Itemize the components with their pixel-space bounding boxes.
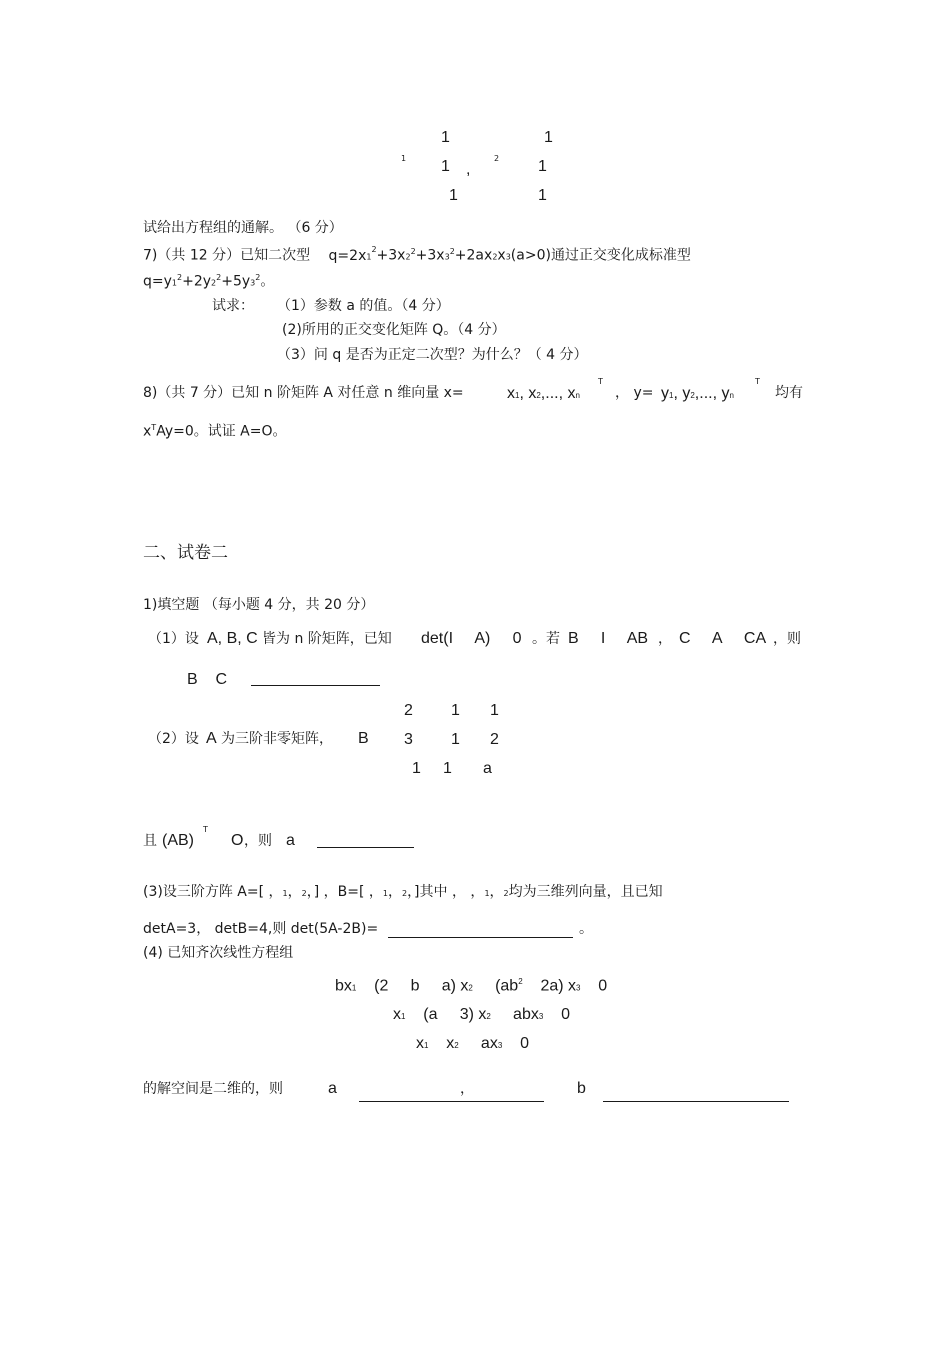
- item-2-math: (AB): [162, 832, 194, 849]
- item-2-math: A: [206, 730, 217, 747]
- matrix-entry: 2: [404, 702, 413, 719]
- vector-entry: 1: [538, 158, 547, 175]
- vector-entry: 1: [441, 129, 450, 146]
- q7-formula: +2ax: [454, 247, 493, 264]
- subscript: 2: [536, 391, 541, 400]
- transpose-mark: T: [755, 377, 760, 386]
- vector-entry: 1: [449, 187, 458, 204]
- q8-formula: ,..., y: [694, 385, 730, 402]
- eq-term: bx: [335, 977, 352, 995]
- q7-formula: +3x: [376, 247, 406, 264]
- answer-blank-b[interactable]: [603, 1101, 789, 1102]
- eq-term: 0: [598, 977, 608, 995]
- item-1-text: ，则: [773, 631, 801, 647]
- question-8-line-2: [143, 424, 287, 439]
- subscript: 3: [444, 252, 450, 262]
- q7-formula: +5y: [221, 273, 251, 290]
- equation-2: [393, 1007, 570, 1023]
- q7-subquestion-3: （3）问 q 是否为正定二次型？为什么？（ 4 分）: [277, 347, 588, 363]
- fill-in-heading: 1)填空题 （每小题 4 分，共 20 分）: [143, 597, 375, 613]
- item-3-text: (3)设三阶方阵 A=[ ，: [143, 884, 283, 900]
- answer-blank-3[interactable]: [388, 937, 573, 938]
- q7-formula: x: [497, 247, 506, 264]
- item-4-intro: (4) 已知齐次线性方程组: [143, 945, 294, 961]
- subscript: 2: [401, 889, 408, 898]
- superscript: 2: [216, 273, 222, 282]
- transpose-mark: T: [203, 825, 208, 834]
- subscript: 3: [497, 1041, 503, 1050]
- vector-subscript: 1: [401, 154, 407, 163]
- q8-vector-y: [661, 386, 734, 402]
- item-1-text: 皆为 n 阶矩阵，已知: [262, 631, 392, 647]
- subscript: 2: [454, 1041, 459, 1050]
- q8-formula: ,..., x: [540, 385, 576, 402]
- item-2-text: ，则: [244, 833, 272, 849]
- superscript: 2: [410, 247, 416, 256]
- matrix-entry: 1: [443, 760, 452, 777]
- eq-term: (ab: [495, 977, 519, 995]
- item-3-text: ，: [287, 884, 302, 900]
- q8-formula: , x: [519, 385, 537, 402]
- q8-formula: y: [661, 385, 669, 402]
- matrix-entry: 1: [451, 731, 460, 748]
- subscript: 1: [401, 1012, 406, 1021]
- item-3-text: ，] ，B=[ ，: [306, 884, 383, 900]
- item-4-var-a: a: [328, 1080, 337, 1097]
- matrix-entry: 1: [412, 760, 421, 777]
- section-2-title: 二、试卷二: [143, 543, 228, 563]
- q7-ask-label: 试求：: [212, 298, 254, 314]
- item-1-math: B I AB: [568, 630, 649, 647]
- q8-formula: , y: [673, 385, 691, 402]
- subscript: 1: [366, 252, 372, 262]
- item-3-line-1: [143, 885, 663, 899]
- item-1-math: det(I A) 0: [421, 630, 522, 647]
- q7-formula: 。: [260, 273, 275, 290]
- item-3-line-2: detA=3， detB=4,则 det(5A-2B)=: [143, 921, 379, 937]
- q7-formula: +2y: [182, 273, 212, 290]
- item-2-math: a: [286, 832, 295, 849]
- subscript: 1: [282, 889, 288, 898]
- eq-term: 2a) x: [540, 977, 577, 995]
- subscript: 3: [250, 278, 256, 288]
- question-8-intro: 8)（共 7 分）已知 n 阶矩阵 A 对任意 n 维向量 x=: [143, 385, 464, 401]
- matrix-entry: 1: [451, 702, 460, 719]
- answer-blank-2[interactable]: [317, 847, 414, 848]
- q8-y-label: ， y=: [615, 385, 654, 401]
- eq-term: 0: [520, 1035, 529, 1052]
- vector-subscript: 2: [494, 154, 500, 163]
- item-3-text: ，: [387, 884, 402, 900]
- matrix-entry: 1: [490, 702, 499, 719]
- item-1-text: 。若: [532, 631, 560, 647]
- equation-1: [335, 978, 607, 994]
- item-1-label: （1）设: [148, 631, 199, 647]
- q7-formula: +3x: [415, 247, 445, 264]
- superscript: 2: [371, 245, 377, 254]
- subscript: 1: [515, 391, 520, 400]
- superscript: T: [151, 423, 157, 432]
- item-3-text: ，]其中 ， ，: [407, 884, 485, 900]
- item-1-math: C A CA: [679, 630, 767, 647]
- subscript: 2: [301, 889, 307, 898]
- transpose-mark: T: [598, 377, 603, 386]
- item-3-text: 均为三维列向量，且已知: [508, 884, 663, 900]
- superscript: 2: [518, 977, 523, 986]
- question-6-text: 试给出方程组的通解。 （6 分）: [143, 220, 343, 236]
- eq-term: (a 3) x: [423, 1006, 487, 1023]
- matrix-entry: 2: [490, 731, 499, 748]
- item-2-math: O: [231, 832, 244, 849]
- q7-formula: (a>0)通过正交变化成标准型: [510, 247, 691, 264]
- item-2-math: B: [358, 730, 369, 747]
- vector-entry: 1: [538, 187, 547, 204]
- subscript: 1: [484, 889, 490, 898]
- superscript: 2: [177, 273, 183, 282]
- q7-subquestion-2: (2)所用的正交变化矩阵 Q。（4 分）: [282, 322, 506, 338]
- subscript: 1: [424, 1041, 429, 1050]
- eq-term: abx: [513, 1006, 539, 1023]
- subscript: 2: [690, 391, 695, 400]
- eq-term: x: [393, 1006, 401, 1023]
- item-4-text: 的解空间是二维的，则: [143, 1081, 283, 1097]
- eq-term: ax: [480, 1035, 498, 1052]
- item-1-text: ，: [658, 631, 672, 647]
- item-4-comma: ，: [460, 1081, 474, 1097]
- q8-tail: 均有: [775, 385, 803, 401]
- item-3-end: 。: [579, 921, 593, 937]
- q7-formula: q=y: [143, 273, 172, 290]
- eq-term: x: [446, 1035, 455, 1052]
- subscript: 3: [538, 1012, 544, 1021]
- q8-formula: x: [507, 385, 515, 402]
- eq-term: (2 b a) x: [374, 977, 469, 995]
- subscript: n: [575, 391, 580, 400]
- subscript: 3: [576, 983, 581, 993]
- vector-entry: 1: [544, 129, 553, 146]
- q8-formula: x: [143, 423, 152, 440]
- subscript: 3: [505, 252, 511, 262]
- matrix-entry: 3: [404, 731, 413, 748]
- subscript: 2: [405, 252, 411, 262]
- q7-subquestion-1: （1）参数 a 的值。（4 分）: [277, 298, 450, 314]
- question-7-line-1: [143, 245, 691, 264]
- answer-blank-a[interactable]: [359, 1101, 544, 1102]
- eq-term: 0: [561, 1006, 570, 1023]
- subscript: 2: [211, 278, 217, 288]
- item-3-text: ，: [489, 884, 504, 900]
- q8-vector-x: [507, 386, 580, 402]
- superscript: 2: [449, 247, 455, 256]
- subscript: 2: [503, 889, 509, 898]
- q8-formula: Ay=0。试证 A=O。: [156, 423, 287, 440]
- item-2-text: 为三阶非零矩阵，: [221, 731, 333, 747]
- item-2-label: （2）设: [148, 731, 199, 747]
- equation-3: [416, 1036, 529, 1052]
- matrix-entry: a: [483, 760, 492, 777]
- question-7-line-2: [143, 274, 274, 289]
- subscript: 2: [492, 252, 498, 262]
- subscript: 1: [382, 889, 388, 898]
- subscript: 1: [351, 983, 357, 993]
- item-2-text: 且: [143, 833, 157, 849]
- vector-entry: 1: [441, 158, 450, 175]
- vector-comma: ,: [466, 161, 471, 178]
- subscript: 1: [669, 391, 674, 400]
- q7-intro: 7)（共 12 分）已知二次型: [143, 247, 311, 264]
- subscript: 2: [468, 983, 473, 993]
- q7-formula: q=2x: [328, 247, 367, 264]
- eq-term: x: [416, 1035, 424, 1052]
- item-1-math: A, B, C: [207, 630, 258, 647]
- item-1-math: B C: [187, 671, 228, 688]
- subscript: 1: [171, 278, 177, 288]
- superscript: 2: [255, 273, 261, 282]
- answer-blank-1[interactable]: [251, 685, 380, 686]
- subscript: n: [729, 391, 734, 400]
- subscript: 2: [486, 1012, 491, 1021]
- item-4-var-b: b: [577, 1080, 586, 1097]
